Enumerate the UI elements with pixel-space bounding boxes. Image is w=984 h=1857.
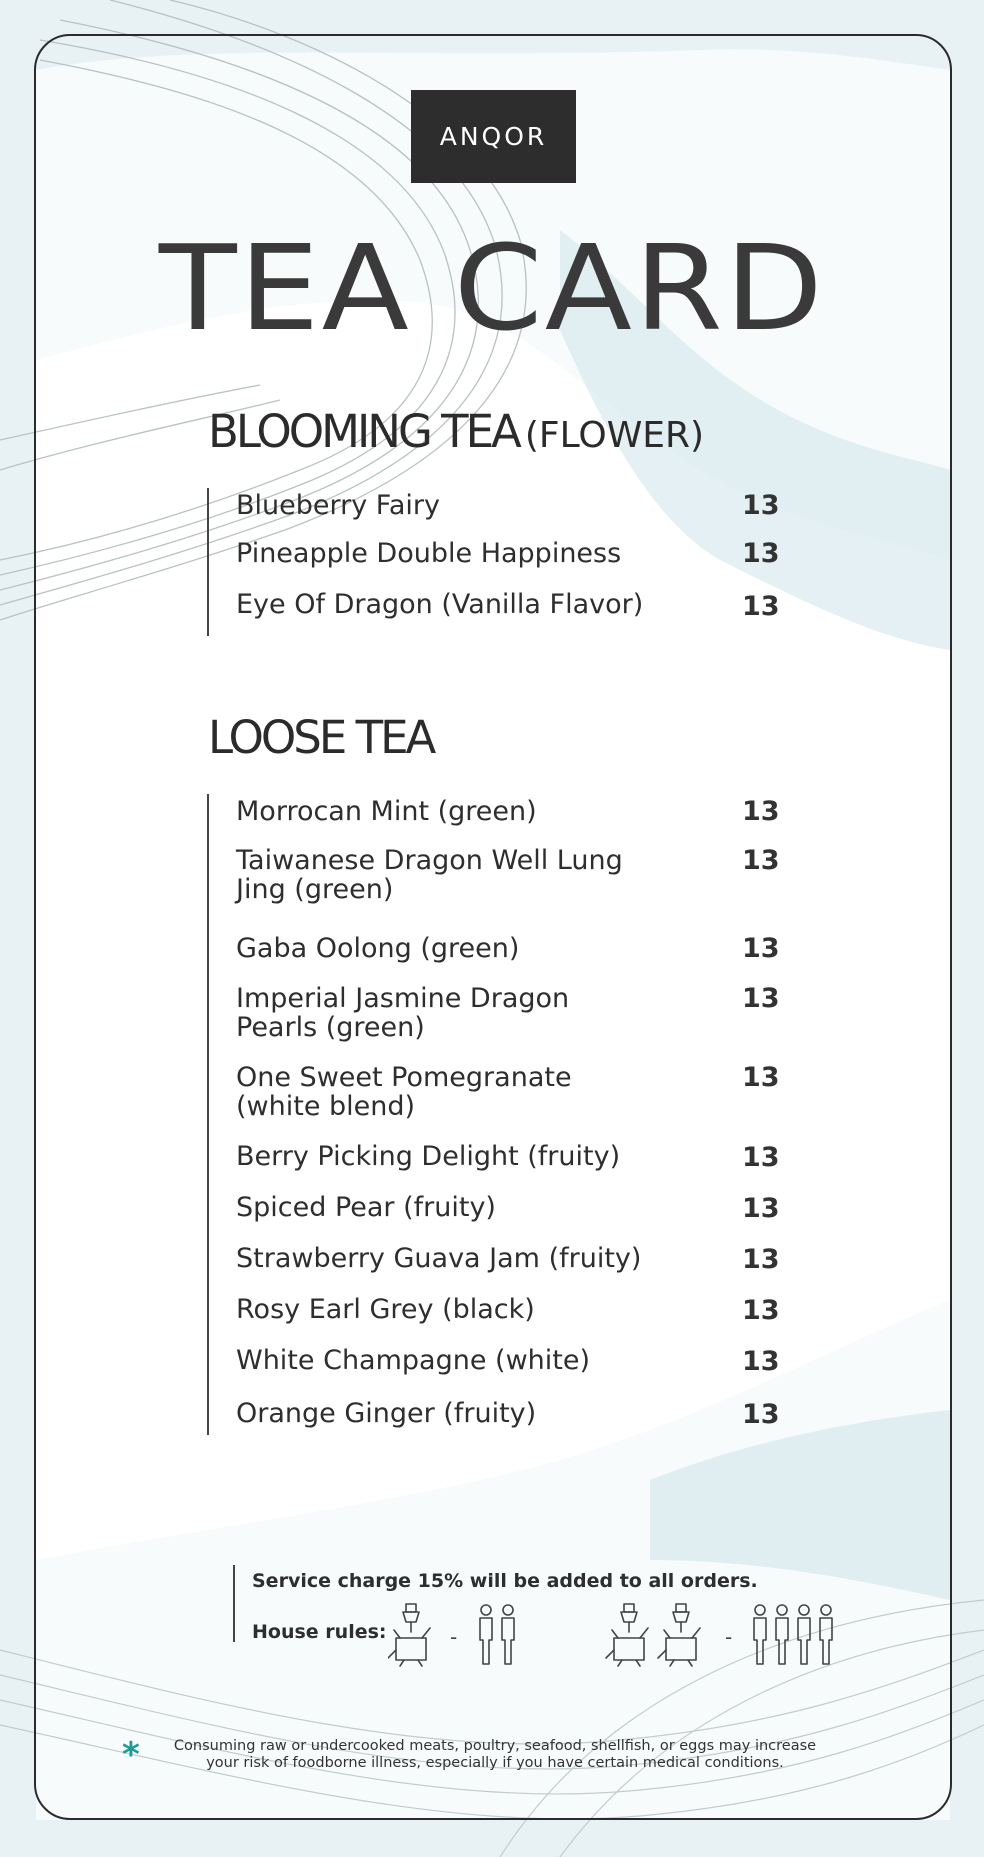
hookah-icon [606, 1604, 648, 1666]
menu-item-name: Orange Ginger (fruity) [236, 1398, 537, 1429]
hookah-icon [388, 1604, 430, 1666]
menu-item-name: Rosy Earl Grey (black) [236, 1294, 535, 1325]
menu-item-name: Gaba Oolong (green) [236, 933, 520, 964]
menu-item-price: 13 [742, 1244, 780, 1275]
menu-item-price: 13 [742, 490, 780, 521]
section-title-text: LOOSE TEA [208, 711, 434, 764]
menu-item-price: 13 [742, 1295, 780, 1326]
person-icon [480, 1605, 492, 1664]
house-rules-icons [388, 1600, 868, 1670]
menu-item-name: White Champagne (white) [236, 1345, 590, 1376]
menu-item-price: 13 [742, 591, 780, 622]
menu-item-name: Pineapple Double Happiness [236, 538, 622, 569]
service-charge-note: Service charge 15% will be added to all orders. [252, 1570, 758, 1592]
page-title: TEA CARD [158, 219, 826, 357]
menu-item-price: 13 [742, 1346, 780, 1377]
section-title-text: BLOOMING TEA [208, 405, 519, 458]
menu-item-price: 13 [742, 845, 780, 876]
menu-item-price: 13 [742, 1062, 780, 1093]
menu-item-name: Blueberry Fairy [236, 490, 440, 521]
menu-item-price: 13 [742, 1142, 780, 1173]
rule-dash: - [725, 1625, 733, 1649]
menu-item-price: 13 [742, 796, 780, 827]
person-icon [502, 1605, 514, 1664]
disclaimer-line: Consuming raw or undercooked meats, poultry, seafood, shellfish, or eggs may increase [173, 1738, 817, 1754]
rule-dash: - [450, 1625, 458, 1649]
menu-item-name: Imperial Jasmine Dragon Pearls (green) [236, 983, 570, 1043]
menu-item-name: Spiced Pear (fruity) [236, 1192, 496, 1223]
asterisk-icon: * [122, 1735, 140, 1775]
menu-item-name: One Sweet Pomegranate (white blend) [236, 1062, 572, 1122]
section-title-loose-tea [208, 712, 433, 764]
person-icon [820, 1605, 832, 1664]
menu-item-price: 13 [742, 1399, 780, 1430]
menu-item-name: Morrocan Mint (green) [236, 796, 537, 827]
person-icon [798, 1605, 810, 1664]
menu-item-price: 13 [742, 538, 780, 569]
hookah-icon [658, 1604, 700, 1666]
disclaimer-line: your risk of foodborne illness, especially if you have certain medical conditions. [206, 1755, 784, 1771]
section-title-blooming-tea [208, 406, 704, 462]
section-subtitle: (FLOWER) [524, 415, 705, 456]
menu-item-price: 13 [742, 983, 780, 1014]
menu-item-name: Strawberry Guava Jam (fruity) [236, 1243, 642, 1274]
section-divider [207, 488, 209, 636]
person-icon [776, 1605, 788, 1664]
brand-logo [411, 90, 576, 183]
menu-item-price: 13 [742, 1193, 780, 1224]
menu-item-name: Eye Of Dragon (Vanilla Flavor) [236, 589, 644, 620]
brand-logo-text: ANQOR [439, 122, 548, 151]
person-icon [754, 1605, 766, 1664]
footer-divider [233, 1565, 235, 1642]
food-safety-disclaimer [150, 1738, 840, 1772]
section-divider [207, 794, 209, 1435]
menu-item-name: Berry Picking Delight (fruity) [236, 1141, 621, 1172]
house-rules-label: House rules: [252, 1621, 387, 1643]
menu-item-name: Taiwanese Dragon Well Lung Jing (green) [236, 845, 623, 905]
menu-item-price: 13 [742, 933, 780, 964]
